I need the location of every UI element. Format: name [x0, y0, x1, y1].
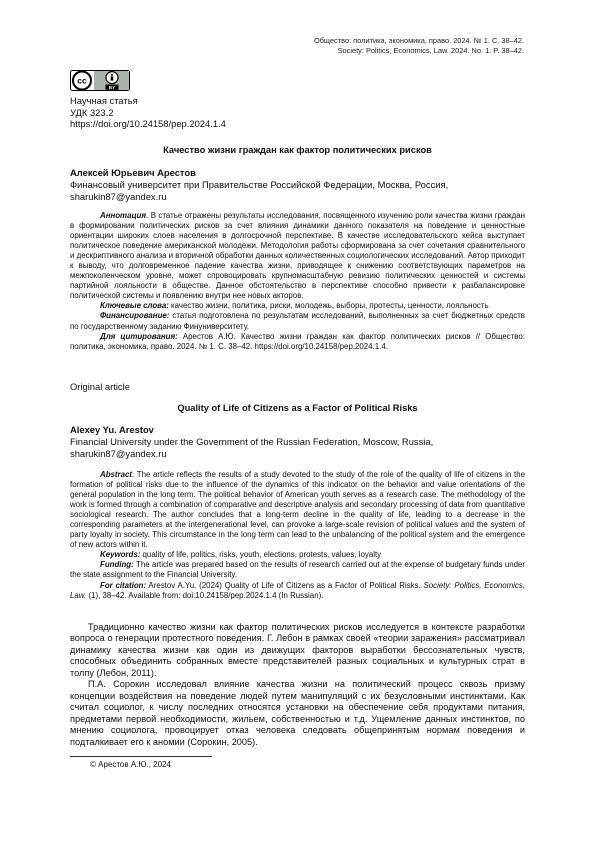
article-meta — [70, 95, 226, 130]
abstract-ru — [70, 211, 525, 301]
abstract-label-ru: Аннотация — [100, 211, 147, 220]
article-type-ru: Научная статья — [70, 95, 138, 106]
abstract-block-ru — [70, 211, 525, 352]
citation-ru — [70, 332, 525, 352]
abstract-en — [70, 470, 525, 550]
keywords-label-en: Keywords: — [100, 550, 141, 560]
running-header — [314, 36, 524, 55]
keywords-text-en: quality of life, politics, risks, youth, elections, protests, values, loyalty — [140, 550, 382, 560]
title-en: Quality of Life of Citizens as a Factor of Political Risks — [177, 403, 418, 413]
citation-journal-en: Society: Politics, Economics, Law. — [70, 580, 526, 600]
abstract-block-en — [70, 470, 525, 601]
affiliation-en: Financial University under the Government of the Russian Federation, Moscow, Russia, — [70, 435, 434, 447]
abstract-text-ru: . В статье отражены результаты исследования, посвященного изучению роли качества жизни граждан в формировании политических рисков за счет влияния динамики данного показателя на поведение и ценностные ориентации широких слоев населения в долгосрочной перспективе. В качестве исследовательского кейса выступает политическое поведение американской молодежи. Методология работы сформирована за счет сочетания сравнительного и дескриптивного анализа и вторичной обработки данных количественных социологических исследований. Автор приходит к выводу, что долговременное падение качества жизни, приводящее к снижению соответствующих параметров на межпоколенческом уровне, может спровоцировать крупномасштабную ревизию политических ценностей и системы партийной лояльности в обществе. Данное обстоятельство в перспективе способно привести к разбалансировке политической системы и появлению внутри нее новых акторов. — [70, 211, 525, 301]
footnote-copyright: © Арестов А.Ю., 2024 — [90, 760, 171, 769]
author-block-en — [70, 424, 433, 459]
license-badge-text: BY — [108, 84, 116, 90]
funding-text-en: The article was prepared based on the results of research carried out at the expense of budgetary funds under the state assignment to the Financial University. — [70, 560, 525, 580]
keywords-text-ru: качество жизни, политика, риски, молодежь, выборы, протесты, ценности, лояльность — [168, 301, 489, 311]
svg-text:cc: cc — [77, 75, 87, 86]
body-text — [70, 622, 525, 748]
citation-label-ru: Для цитирования: — [100, 331, 178, 341]
citation-text-en-2: (1), 38–42. Available from: doi:10.24158/pep.2024.1.4 (In Russian). — [86, 590, 324, 600]
affiliation-ru: Финансовый университет при Правительстве Российской Федерации, Москва, Россия, — [70, 178, 449, 190]
citation-text-en-1: Arestov A.Yu. (2024) Quality of Life of Citizens as a Factor of Political Risks. — [146, 580, 424, 590]
keywords-en — [70, 550, 525, 560]
article-type-en: Original article — [70, 381, 130, 392]
funding-label-ru: Финансирование: — [100, 311, 170, 321]
abstract-label-en: Abstract — [100, 470, 133, 479]
author-email-en[interactable]: sharukin87@yandex.ru — [70, 447, 167, 459]
body-paragraph-2: П.А. Сорокин исследовал влияние качества жизни на политический процесс сквозь призму концепции воздействия на поведение людей путем манипуляций с их безусловными инстинктами. Как считал социолог, к числу последних относятся установки на обеспечение себя продуктами питания, предметами первой необходимости, жильем, собственностью и т.д. Ущемление данных инстинктов, по мнению социолога, провоцирует отказ человека следовать общепринятым нормам поведения и подталкивает его к аномии (Сорокин, 2005). — [70, 679, 525, 747]
citation-label-en: For citation: — [100, 580, 147, 590]
doi-link[interactable]: https://doi.org/10.24158/pep.2024.1.4 — [70, 118, 226, 130]
author-email-ru[interactable]: sharukin87@yandex.ru — [70, 190, 167, 202]
running-header-en: Society: Politics, Economics, Law. 2024. No. 1. P. 38–42. — [337, 45, 524, 55]
body-paragraph-1: Традиционно качество жизни как фактор политических рисков исследуется в контексте разработки вопроса о генерации протестного поведения. Г. Лебон в рамках своей «теории заражения» рассматривал динамику качества жизни как один из движущих факторов выработки бессознательных чувств, способных объединить собранных вместе представителей разных социальных и культурных страт в толпу (Лебон, 2011). — [70, 622, 525, 678]
udc-code: УДК 323.2 — [70, 106, 114, 118]
citation-text-ru: Арестов А.Ю. Качество жизни граждан как фактор политических рисков // Общество: политика, экономика, право. 2024. № 1. С. 38–42. https://doi.org/10.24158/pep.2024.1.4. — [70, 331, 525, 351]
title-ru: Качество жизни граждан как фактор политических рисков — [163, 145, 432, 155]
citation-en — [70, 581, 525, 601]
cc-by-license-badge — [70, 70, 130, 91]
keywords-ru — [70, 301, 525, 311]
footnote-rule — [70, 756, 212, 757]
funding-en — [70, 560, 525, 580]
running-header-ru: Общество: политика, экономика, право. 2024. № 1. С. 38–42. — [313, 36, 524, 45]
author-block-ru — [70, 167, 448, 202]
author-name-ru: Алексей Юрьевич Арестов — [70, 167, 196, 178]
funding-text-ru: статья подготовлена по результатам исследований, выполненных за счет бюджетных средств по государственному заданию Финуниверситету. — [70, 311, 525, 331]
funding-label-en: Funding: — [100, 560, 134, 570]
keywords-label-ru: Ключевые слова: — [100, 301, 169, 311]
abstract-text-en: . The article reflects the results of a study devoted to the study of the role of the quality of life of citizens in the formation of political risks due to the influence of the dynamics of this indicator on the behavior and value orientations of the general population in the long term. The political behavior of American youth serves as a research case. The methodology of the work is formed through a combination of comparative and descriptive analysis and secondary processing of data from quantitative sociological research. The author concludes that a long-term decline in the quality of life, leading to a decrease in the corresponding parameters at the intergenerational level, can provoke a large-scale revision of political values and the system of party loyalty in society. This circumstance in the long term can lead to the unbalancing of the political system and the emergence of new actors within it. — [70, 470, 525, 550]
author-name-en: Alexey Yu. Arestov — [70, 424, 154, 435]
funding-ru — [70, 311, 525, 331]
person-icon — [106, 72, 118, 84]
cc-icon — [73, 72, 91, 90]
